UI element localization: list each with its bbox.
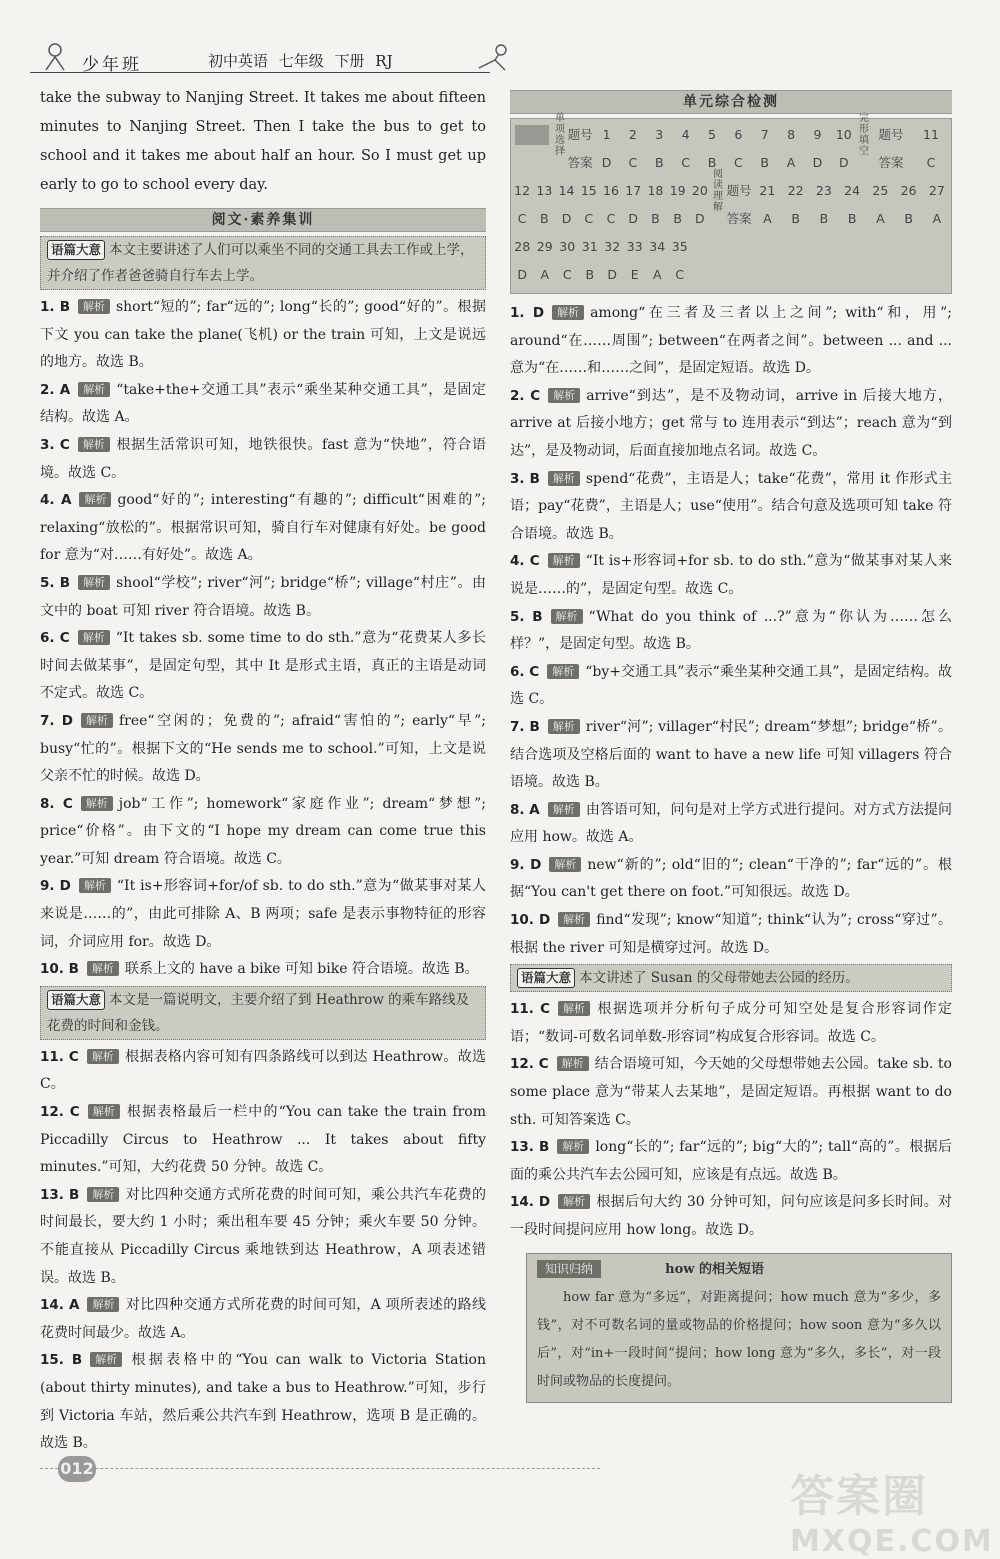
explanation-tag: 解析 [78,437,110,452]
answer-item [40,1044,486,1099]
question-number: 5. B [40,574,71,591]
explanation-tag: 解析 [87,961,119,976]
answer-table-cell: B [707,155,717,171]
question-number: 3. B [510,470,540,487]
answer-table-cell: 34 [649,239,666,255]
answer-table-cell: C [675,267,685,283]
question-number: 10. D [510,912,551,929]
answer-item [510,714,952,797]
book-subtitle: 初中英语 七年级 下册 RJ [208,52,393,70]
question-number: 9. D [510,856,542,873]
answer-table-cell: D [517,267,528,283]
answer-item [40,708,486,791]
explanation-text: shool“学校”; river“河”; bridge“桥”; village“村庄”。由文中的 boat 可知 river 符合语境。故选 B。 [40,574,486,619]
header-rule [30,72,490,73]
answer-table-cell: C [562,267,572,283]
explanation-text: new“新的”; old“旧的”; clean“干净的”; far“远的”。根据“You can't get there on foot.”可知很远。故选 D。 [510,856,952,901]
explanation-text: short“短的”; far“远的”; long“长的”; good“好的”。根据下文 you can take the plane(飞机) or the train 可知，上文是说远的地方。故选 B。 [40,299,487,371]
explanation-tag: 解析 [558,1001,590,1016]
explanation-tag: 解析 [78,299,110,314]
answer-table-cell: B [585,267,595,283]
answer-table-cell: 7 [760,127,769,143]
question-number: 11. C [40,1048,79,1065]
question-number: 6. C [510,663,540,680]
answer-table-cell: C [517,211,527,227]
answer-table-cell: 32 [604,239,621,255]
answer-table-cell: 28 [514,239,531,255]
explanation-tag: 解析 [552,305,584,320]
answer-table-cell: A [652,267,662,283]
explanation-text: “by+交通工具”表示“乘坐某种交通工具”，是固定结构。故选 C。 [510,663,952,708]
explanation-text: arrive“到达”，是不及物动词，arrive in 后接大地方，arrive at 后接小地方；get 常与 to 连用表示“到达”；reach 意为“到达”，是及物动词，后面直接加地点名词。故选 C。 [510,387,952,459]
explanation-text: 根据表格中的“You can walk to Victoria Station (about thirty minutes), and take a bus to Heathrow.”可知，步行到 Victoria 车站，然后乘公共汽车到 Heathrow，选项 B 是正确的。故选 B。 [40,1352,487,1452]
answer-list [510,300,952,962]
answer-table-cell: B [673,211,682,227]
answer-table-cell: 11 [923,127,939,143]
question-number: 6. C [40,630,70,647]
explanation-tag: 解析 [557,1139,589,1154]
answer-table-cell: 31 [581,239,598,255]
answer-table-cell: 22 [787,183,804,199]
watermark-logo: 答案圈 [790,1471,928,1522]
answer-item [40,570,486,625]
question-number: 15. B [40,1352,83,1369]
explanation-text: 根据表格内容可知有四条路线可以到达 Heathrow。故选 C。 [40,1048,486,1093]
answer-list [510,996,952,1244]
section-title: 单元综合检测 [510,90,952,114]
explanation-tag: 解析 [81,796,113,811]
explanation-text: 联系上文的 have a bike 可知 bike 符合语境。故选 B。 [124,961,479,978]
question-number: 13. B [40,1186,80,1203]
answer-item [510,659,952,714]
answer-table-cell: 16 [603,183,619,199]
question-number: 12. C [510,1056,549,1073]
answer-table-cell: 26 [900,183,917,199]
answer-table-cell: 8 [787,127,796,143]
answer-item [510,383,952,466]
answer-table-cell: B [654,155,664,171]
answer-table-cell: 10 [835,127,852,143]
answer-table-cell: 5 [708,127,716,143]
explanation-text: 根据选项并分析句子成分可知空处是复合形容词作定语；“数词-可数名词单数-形容词”构成复合形容词。故选 C。 [510,1001,953,1045]
answer-table-cell: A [932,211,942,227]
question-number: 2. C [510,387,541,404]
explanation-text: 根据后句大约 30 分钟可知，问句应该是问多长时间。对一段时间提问应用 how long。故选 D。 [510,1194,952,1238]
explanation-tag: 解析 [78,630,110,645]
answer-table-row [511,205,951,233]
explanation-text: “What do you think of ...?”意为“你认为……怎么样？”，是固定句型。故选 B。 [510,608,952,653]
summary-text: 本文讲述了 Susan 的父母带她去公园的经历。 [579,970,859,987]
right-column [510,90,952,1403]
answer-item [40,1347,486,1457]
answer-table-cell: 1 [602,127,611,143]
answer-item [40,956,486,984]
answer-table-cell: 30 [559,239,576,255]
answer-item [510,604,952,659]
explanation-tag: 解析 [78,382,110,397]
question-number: 10. B [40,961,79,978]
answer-table-cell: 12 [514,183,531,199]
summary-tag: 语篇大意 [47,990,105,1010]
explanation-text: river“河”; villager“村民”; dream“梦想”; bridge“桥”。结合选项及空格后面的 want to have a new life 可知 villagers 符合语境。故选 B。 [510,718,952,791]
explanation-text: “It takes sb. some time to do sth.”意为“花费某人多长时间去做某事”，是固定句型，其中 It 是形式主语，真正的主语是动词不定式。故选 C。 [40,630,486,702]
summary-box [40,986,486,1040]
passage-excerpt: take the subway to Nanjing Street. It takes me about fifteen minutes to Nanjing Street. Then I take the bus to get to school and it takes me about half an hour. So I must get up early to go to school every day. [40,90,486,193]
answer-item [510,797,952,852]
explanation-text: “It is+形容词+for sb. to do sth.”意为“做某事对某人来说是……的”，是固定句型。故选 C。 [510,553,953,597]
answer-table-cell: C [628,155,638,171]
answer-table-cell: B [760,155,769,171]
answer-table-cell: 4 [681,127,690,143]
page-header [30,40,500,76]
answer-table [510,113,952,294]
watermark-url: MXQE.COM [790,1524,994,1559]
explanation-tag: 解析 [87,1297,119,1312]
knowledge-tag: 知识归纳 [537,1260,601,1278]
answer-table-cell: D [695,211,705,227]
answer-item [40,1099,486,1182]
explanation-text: among“在三者及三者以上之间”; with“和，用”; around“在……周围”; between“在两者之间”。between ... and ... 意为“在……和……之间”，是固定短语。故选 D。 [510,305,952,377]
explanation-tag: 解析 [558,1194,590,1209]
answer-table-cell: C [926,155,936,171]
question-number: 7. B [510,718,540,735]
explanation-tag: 解析 [549,857,581,872]
answer-item [40,873,486,956]
section-label: 单项选择 [555,113,565,157]
answer-table-cell: 18 [647,183,664,199]
question-number: 9. D [40,878,71,895]
answer-item [40,377,486,432]
answer-item [510,996,952,1051]
explanation-text: 对比四种交通方式所花费的时间可知，乘公共汽车花费的时间最长，要大约 1 小时；乘出租车要 45 分钟；乘火车要 50 分钟。不能直接从 Piccadilly Circus 乘地铁到达 Heathrow，A 项表述错误。故选 B。 [40,1186,487,1286]
explanation-text: spend“花费”，主语是人；take“花费”，常用 it 作形式主语；pay“花费”，主语是人；use“使用”。结合句意及选项可知 take 符合语境。故选 B。 [510,470,952,542]
summary-box [40,236,486,290]
question-number: 5. B [510,608,543,625]
answer-table-cell: D [812,155,823,171]
question-number: 11. C [510,1001,551,1018]
explanation-text: find“发现”; know“知道”; think“认为”; cross“穿过”。根据 the river 可知是横穿过河。故选 D。 [510,912,952,956]
answer-table-cell: 20 [691,183,708,199]
answer-table-cell: D [561,211,572,227]
explanation-tag: 解析 [548,802,580,817]
brand-name: 少年班 [82,55,142,75]
question-number: 8. C [40,795,73,812]
answer-table-cell: 21 [759,183,776,199]
knowledge-text: how far 意为“多远”，对距离提问；how much 意为“多少，多钱”，对不可数名词的量或物品的价格提问；how soon 意为“多久以后”，对“in+一段时间”提问；how long 意为“多久，多长”，对一段时间或物品的长度提问。 [537,1289,941,1389]
question-number: 7. D [40,712,73,729]
explanation-text: 结合语境可知，今天她的父母想带她去公园。take sb. to some place 意为“带某人去某地”，是固定短语。再根据 want to do sth. 可知答案选 C。 [510,1056,952,1128]
explanation-tag: 解析 [548,388,580,403]
section-label: 完形填空 [859,113,869,157]
answer-list [40,1044,486,1458]
answer-item [40,487,486,570]
answer-table-cell: D [838,155,849,171]
answer-table-cell: 14 [558,183,575,199]
explanation-text: “take+the+交通工具”表示“乘坐某种交通工具”，是固定结构。故选 A。 [40,381,486,426]
question-number: 12. C [40,1104,80,1121]
answer-item [40,294,486,377]
answer-table-cell: E [630,267,639,283]
answer-table-cell: 17 [625,183,642,199]
answer-item [40,625,486,708]
answer-table-cell: 29 [536,239,553,255]
answer-table-cell: 答案 [726,211,752,227]
answer-item [510,1189,952,1244]
answer-table-cell: D [628,211,639,227]
answer-table-cell: 题号 [878,127,904,143]
answer-item [510,852,952,907]
page-number: 012 [58,1456,96,1482]
explanation-tag: 解析 [88,1104,120,1119]
answer-table-cell: 27 [928,183,945,199]
explanation-tag: 解析 [547,664,579,679]
question-number: 8. A [510,801,540,818]
question-number: 14. A [40,1297,80,1314]
answer-table-cell: 答案 [567,155,593,171]
answer-table-cell: C [606,211,616,227]
answer-table-cell: B [651,211,660,227]
answer-table-row [511,261,951,289]
table-logo [515,125,549,145]
answer-item [40,432,486,487]
question-number: 4. A [40,492,72,509]
answer-table-cell: A [876,211,885,227]
answer-table-cell: C [733,155,743,171]
explanation-tag: 解析 [79,492,111,507]
answer-table-cell: 33 [626,239,643,255]
explanation-text: “It is+形容词+for/of sb. to do sth.”意为“做某事对某人来说是……的”，由此可排除 A、B 两项；safe 是表示事物特征的形容词，介词应用 for。故选 D。 [40,878,486,950]
question-number: 1. D [510,305,545,321]
question-number: 14. D [510,1194,551,1211]
section-title: 阅文·素养集训 [40,208,486,232]
explanation-tag: 解析 [78,575,110,590]
answer-table-cell: D [601,155,612,171]
answer-table-cell: A [540,267,550,283]
answer-table-cell: B [904,211,913,227]
question-number: 1. B [40,299,70,315]
answer-table-cell: B [819,211,829,227]
explanation-tag: 解析 [87,1049,119,1064]
answer-table-cell: D [607,267,618,283]
left-column [40,84,486,1458]
summary-box [510,964,952,992]
question-number: 2. A [40,381,71,398]
runner-icon [475,42,515,74]
explanation-tag: 解析 [548,471,580,486]
answer-table-row [511,113,951,157]
answer-table-cell: B [791,211,800,227]
answer-table-cell: C [681,155,690,171]
explanation-text: long“长的”; far“远的”; big“大的”; tall“高的”。根据后面的乘公共汽车去公园可知，应该是有点远。故选 B。 [510,1139,953,1183]
explanation-tag: 解析 [557,1056,589,1071]
explanation-tag: 解析 [548,553,580,568]
summary-text: 本文是一篇说明文，主要介绍了到 Heathrow 的乘车路线及花费的时间和金钱。 [47,991,470,1034]
answer-item [40,1292,486,1347]
answer-item [510,1051,952,1134]
explanation-text: free“空闲的；免费的”; afraid“害怕的”; early“早”; busy“忙的”。根据下文的“He sends me to school.”可知，上文是说父亲不忙的时候。故选 D。 [40,712,486,785]
answer-table-cell: 13 [536,183,553,199]
answer-table-cell: 24 [844,183,861,199]
answer-table-cell: 答案 [878,155,904,171]
answer-table-row [511,169,951,213]
watermark [790,1460,994,1559]
question-number: 4. C [510,553,540,570]
answer-table-cell: A [786,155,796,171]
question-number: 13. B [510,1139,550,1156]
knowledge-box [526,1253,952,1403]
section-label: 阅读理解 [713,169,723,213]
explanation-tag: 解析 [551,609,583,624]
explanation-tag: 解析 [79,878,111,893]
answer-list [40,294,486,984]
answer-table-cell: B [847,211,857,227]
explanation-tag: 解析 [81,713,113,728]
explanation-text: 根据表格最后一栏中的“You can take the train from Piccadilly Circus to Heathrow ... It takes about fifty minutes.”可知，大约花费 50 分钟。故选 C。 [40,1104,486,1176]
explanation-text: job“工作”; homework“家庭作业”; dream“梦想”; price“价格”。由下文的“I hope my dream can come true this year.”可知 dream 符合语境。故选 C。 [40,795,486,867]
answer-item [40,1182,486,1292]
answer-table-cell: 9 [813,127,822,143]
answer-item [510,1134,952,1189]
answer-table-cell: 35 [671,239,688,255]
summary-tag: 语篇大意 [517,968,575,988]
answer-table-cell: 25 [872,183,889,199]
answer-table-cell: 题号 [567,127,593,143]
explanation-tag: 解析 [548,719,580,734]
knowledge-heading: how 的相关短语 [665,1261,764,1277]
answer-table-cell: C [584,211,594,227]
answer-table-cell: 23 [815,183,832,199]
explanation-text: 根据生活常识可知，地铁很快。fast 意为“快地”，符合语境。故选 C。 [40,436,486,481]
answer-item [40,791,486,874]
summary-text: 本文主要讲述了人们可以乘坐不同的交通工具去工作或上学，并介绍了作者爸爸骑自行车去上学。 [47,242,474,284]
explanation-text: good“好的”; interesting“有趣的”; difficult“困难的”; relaxing“放松的”。根据常识可知，骑自行车对健康有好处。be good for 意为“对……有好处”。故选 A。 [40,492,487,564]
summary-tag: 语篇大意 [47,240,105,260]
answer-table-cell: 3 [655,127,664,143]
answer-item [510,548,952,603]
answer-table-row [511,149,951,177]
answer-table-cell: 2 [628,127,637,143]
explanation-tag: 解析 [558,912,590,927]
explanation-text: 由答语可知，问句是对上学方式进行提问。对方式方法提问应用 how。故选 A。 [510,801,953,846]
explanation-tag: 解析 [87,1187,119,1202]
answer-item [510,466,952,549]
answer-table-cell: B [540,211,549,227]
answer-table-cell: A [763,211,772,227]
answer-table-cell: 19 [669,183,686,199]
explanation-text: 对比四种交通方式所花费的时间可知，A 项所表述的路线花费时间最少。故选 A。 [40,1297,486,1341]
answer-item [510,300,952,383]
footer-rule [40,1468,600,1469]
answer-table-cell: 题号 [726,183,752,199]
answer-table-row [511,233,951,261]
mascot-icon [40,40,70,72]
question-number: 3. C [40,436,70,453]
answer-table-cell: 15 [580,183,597,199]
answer-item [510,907,952,962]
answer-table-cell: 6 [734,127,743,143]
explanation-tag: 解析 [90,1352,122,1367]
